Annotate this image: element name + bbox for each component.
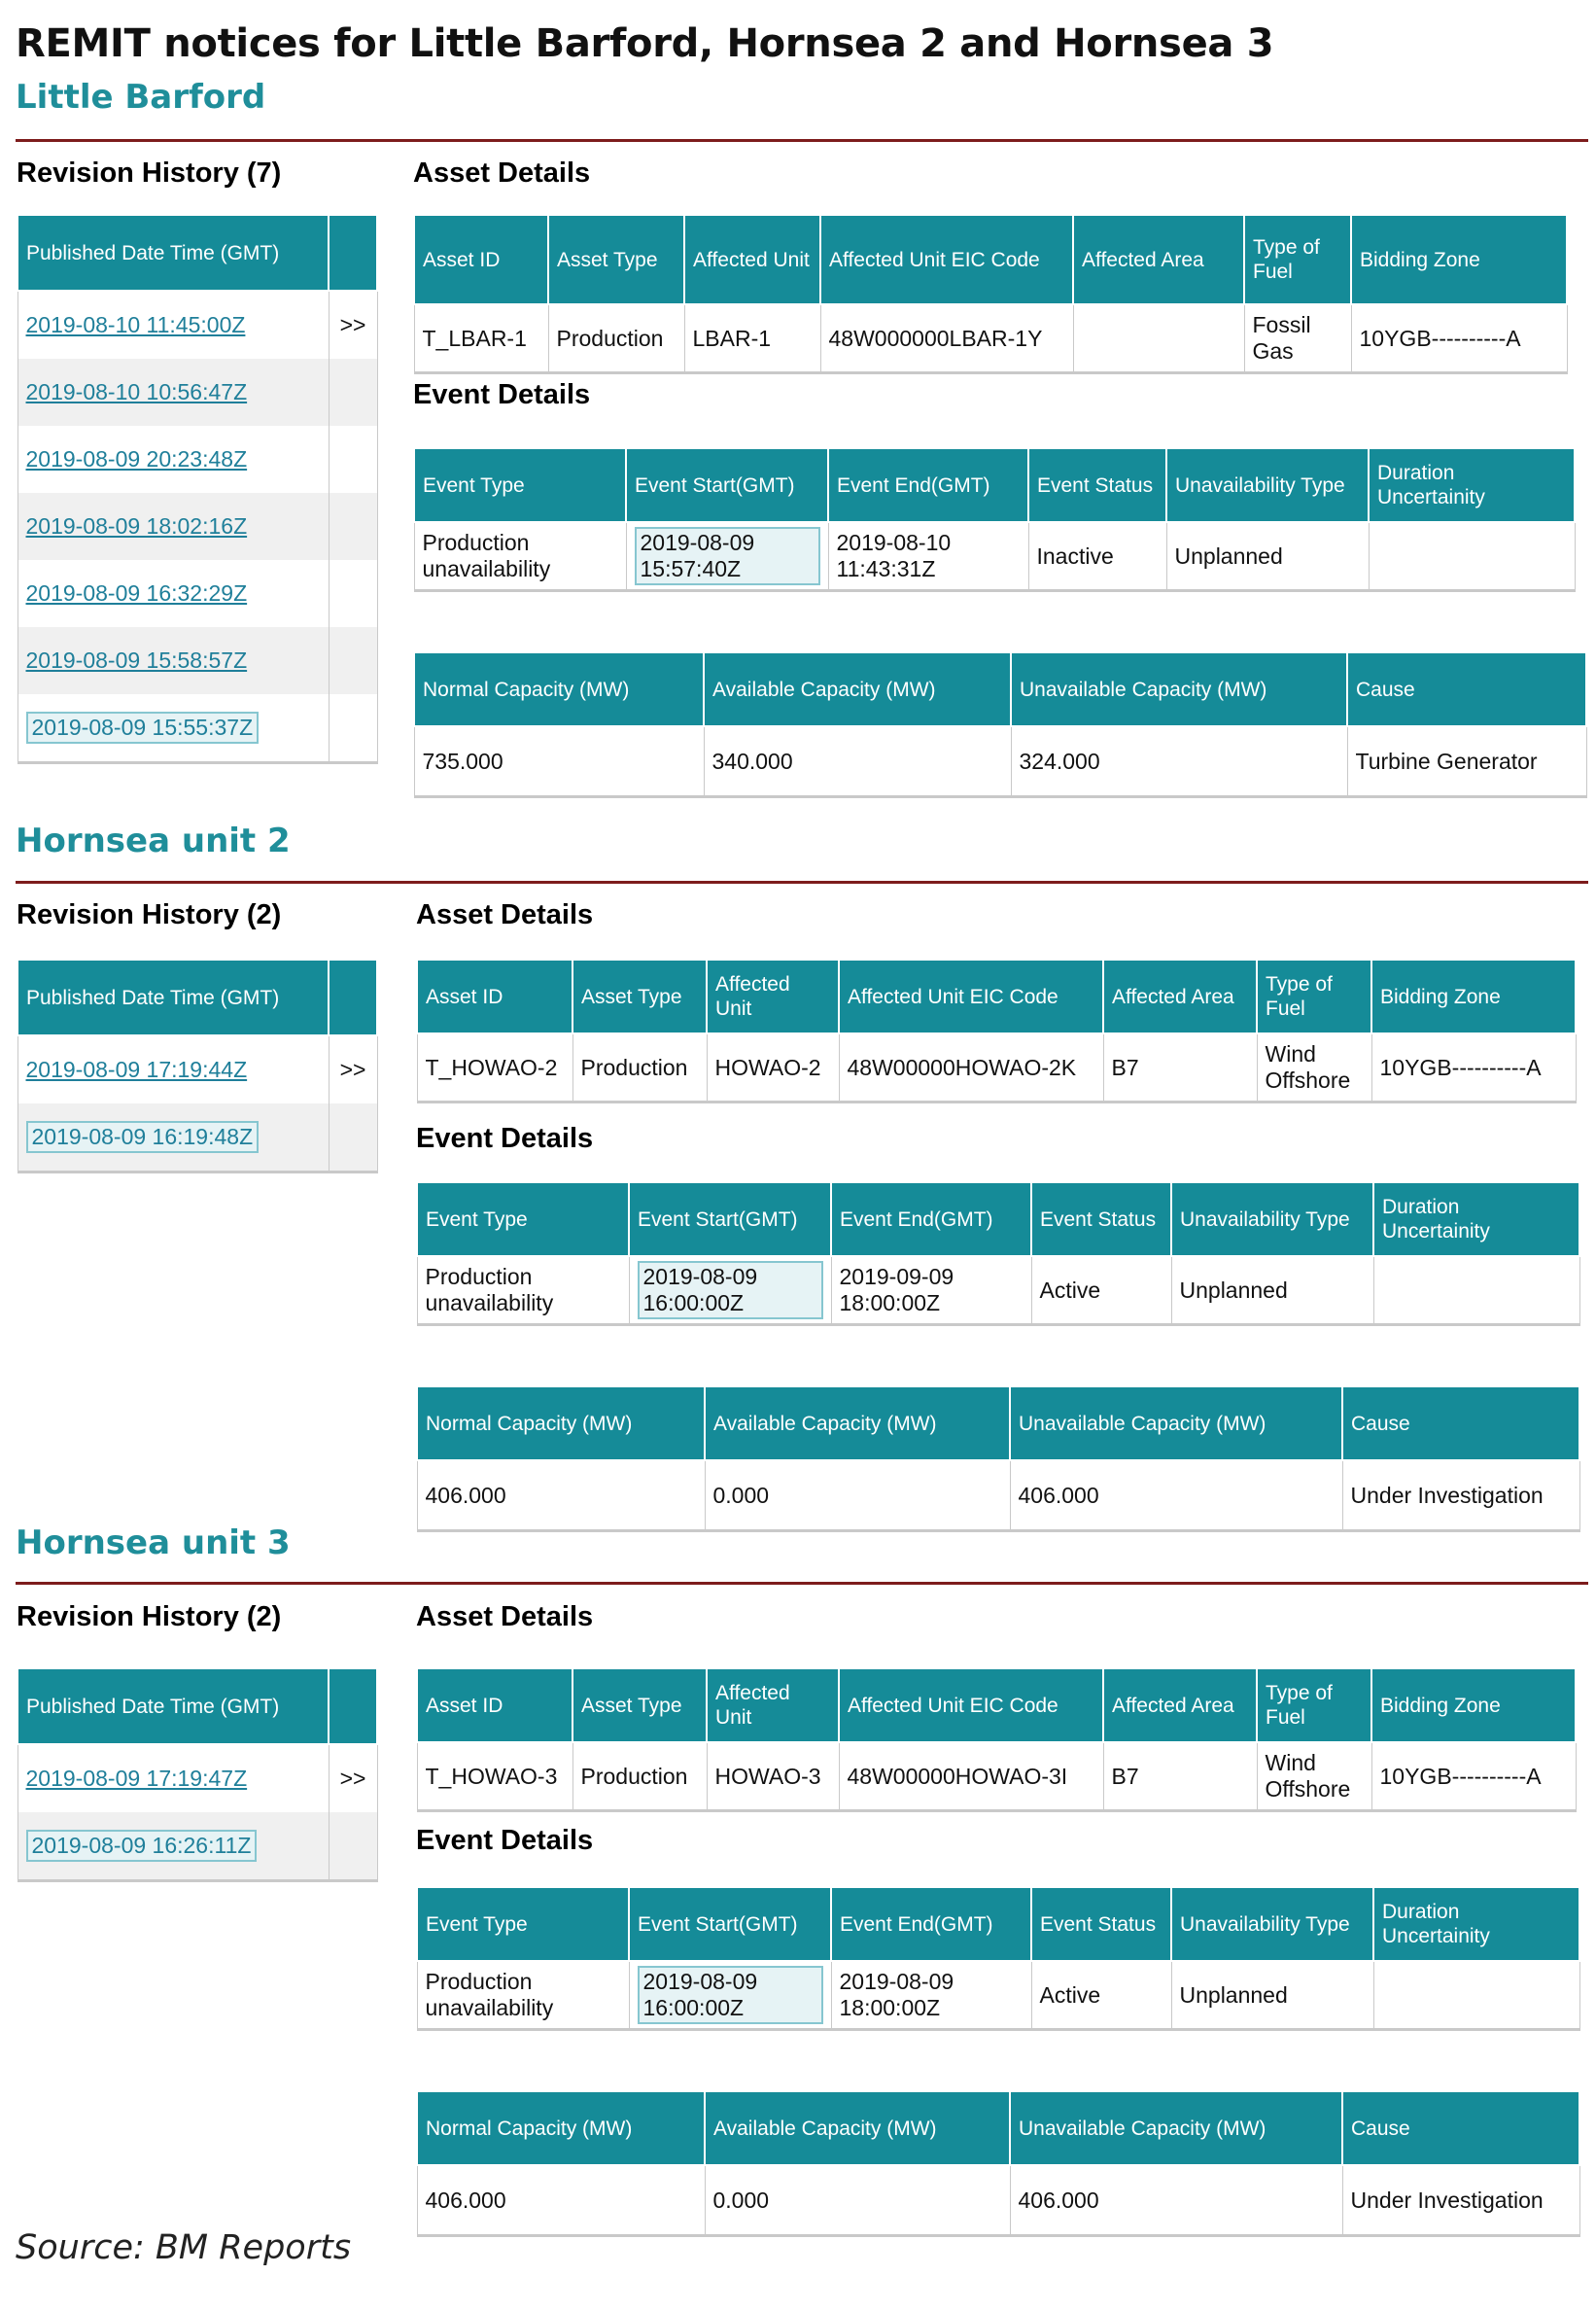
capacity-cell: Turbine Generator — [1347, 726, 1586, 797]
event-cell: 2019-08-10 11:43:31Z — [828, 522, 1028, 591]
selected-revision[interactable]: 2019-08-09 16:19:48Z — [26, 1121, 260, 1153]
event-cell — [1369, 522, 1575, 591]
section-divider — [16, 881, 1588, 884]
event-header: Event Status — [1031, 1182, 1171, 1256]
capacity-header: Cause — [1347, 652, 1586, 726]
event-row — [417, 1256, 1579, 1325]
event-cell: Inactive — [1028, 522, 1166, 591]
event-table — [416, 1181, 1580, 1326]
asset-cell: 10YGB----------A — [1351, 304, 1567, 373]
event-header: Event Type — [417, 1887, 629, 1961]
asset-header: Asset ID — [417, 1668, 572, 1742]
asset-header: Affected Area — [1103, 1668, 1257, 1742]
event-row — [414, 522, 1575, 591]
event-header: Duration Uncertainity — [1373, 1182, 1579, 1256]
asset-header: Affected Unit EIC Code — [839, 1668, 1103, 1742]
published-header: Published Date Time (GMT) — [17, 1668, 329, 1744]
revision-history-title: Revision History (2) — [17, 899, 282, 930]
asset-cell: 48W00000HOWAO-3I — [839, 1742, 1103, 1811]
published-header: Published Date Time (GMT) — [17, 215, 329, 291]
marker-header — [329, 1668, 377, 1744]
revision-link[interactable] — [17, 627, 329, 694]
event-cell: Production unavailability — [417, 1256, 629, 1325]
capacity-row — [414, 726, 1586, 797]
revision-history-title: Revision History (7) — [17, 158, 282, 189]
event-details-title: Event Details — [416, 1825, 594, 1856]
capacity-cell: 0.000 — [705, 1460, 1010, 1531]
event-cell: Unplanned — [1166, 522, 1369, 591]
revision-date[interactable]: 2019-08-10 11:45:00Z — [25, 312, 246, 337]
event-header: Unavailability Type — [1166, 448, 1369, 522]
event-cell: Active — [1031, 1961, 1171, 2030]
event-header: Event End(GMT) — [828, 448, 1028, 522]
asset-details-title: Asset Details — [416, 1601, 594, 1632]
revision-row[interactable] — [17, 493, 377, 560]
event-start-highlight: 2019-08-09 16:00:00Z — [638, 1261, 823, 1319]
asset-cell — [1073, 304, 1244, 373]
asset-cell: Wind Offshore — [1257, 1033, 1371, 1102]
asset-cell: HOWAO-2 — [707, 1033, 839, 1102]
current-marker — [329, 426, 377, 493]
revision-row[interactable] — [17, 1812, 377, 1881]
capacity-cell: Under Investigation — [1342, 2165, 1579, 2236]
capacity-cell: 340.000 — [704, 726, 1011, 797]
published-header: Published Date Time (GMT) — [17, 960, 329, 1035]
source-note: Source: BM Reports — [16, 2228, 352, 2267]
revision-date[interactable]: 2019-08-09 16:32:29Z — [25, 580, 248, 606]
revision-link[interactable] — [17, 694, 329, 763]
asset-header: Asset ID — [417, 960, 572, 1033]
revision-header-row — [17, 1668, 377, 1744]
revision-row[interactable] — [17, 291, 377, 359]
capacity-table — [416, 1385, 1580, 1532]
event-header: Duration Uncertainity — [1373, 1887, 1579, 1961]
selected-revision[interactable]: 2019-08-09 16:26:11Z — [26, 1830, 258, 1862]
current-marker — [329, 694, 377, 763]
marker-header — [329, 215, 377, 291]
asset-header: Affected Unit — [684, 215, 820, 304]
revision-history-title: Revision History (2) — [17, 1601, 282, 1632]
event-header: Event Type — [417, 1182, 629, 1256]
asset-cell: 10YGB----------A — [1371, 1742, 1576, 1811]
revision-row[interactable] — [17, 1035, 377, 1103]
event-cell — [1373, 1961, 1579, 2030]
revision-row[interactable] — [17, 560, 377, 627]
asset-details-title: Asset Details — [413, 158, 591, 189]
asset-header: Affected Unit — [707, 1668, 839, 1742]
asset-table — [416, 959, 1577, 1103]
asset-row — [417, 1742, 1576, 1811]
event-header: Unavailability Type — [1171, 1182, 1373, 1256]
asset-header-row — [417, 1668, 1576, 1742]
capacity-cell: 0.000 — [705, 2165, 1010, 2236]
section-title: Little Barford — [16, 78, 266, 117]
event-start-highlight: 2019-08-09 15:57:40Z — [635, 527, 820, 585]
event-start-highlight: 2019-08-09 16:00:00Z — [638, 1966, 823, 2024]
capacity-header: Available Capacity (MW) — [705, 2091, 1010, 2165]
capacity-table — [413, 651, 1587, 798]
capacity-header-row — [417, 2091, 1579, 2165]
revision-table — [17, 1667, 378, 1882]
event-header: Event End(GMT) — [831, 1887, 1031, 1961]
asset-header: Affected Area — [1103, 960, 1257, 1033]
capacity-table — [416, 2090, 1580, 2237]
revision-header-row — [17, 960, 377, 1035]
event-header: Event Status — [1031, 1887, 1171, 1961]
capacity-cell: 406.000 — [417, 1460, 705, 1531]
event-header: Duration Uncertainity — [1369, 448, 1575, 522]
revision-date[interactable]: 2019-08-09 17:19:47Z — [25, 1766, 248, 1791]
event-header-row — [417, 1182, 1579, 1256]
event-table — [416, 1886, 1580, 2031]
selected-revision[interactable]: 2019-08-09 15:55:37Z — [26, 712, 260, 744]
asset-table — [413, 214, 1568, 374]
revision-link[interactable] — [17, 359, 329, 426]
capacity-header: Unavailable Capacity (MW) — [1010, 2091, 1342, 2165]
event-header-row — [414, 448, 1575, 522]
event-cell — [626, 522, 828, 591]
asset-table — [416, 1667, 1577, 1812]
event-cell: 2019-08-09 18:00:00Z — [831, 1961, 1031, 2030]
asset-header: Asset Type — [572, 960, 707, 1033]
revision-link[interactable] — [17, 291, 329, 359]
asset-header: Asset Type — [572, 1668, 707, 1742]
revision-row[interactable] — [17, 1744, 377, 1812]
capacity-header: Normal Capacity (MW) — [414, 652, 704, 726]
event-cell: Unplanned — [1171, 1961, 1373, 2030]
asset-cell: B7 — [1103, 1033, 1257, 1102]
event-header-row — [417, 1887, 1579, 1961]
capacity-header: Cause — [1342, 1386, 1579, 1460]
event-header: Event Start(GMT) — [629, 1182, 831, 1256]
asset-cell: 48W00000HOWAO-2K — [839, 1033, 1103, 1102]
revision-table — [17, 214, 378, 764]
asset-cell: B7 — [1103, 1742, 1257, 1811]
asset-cell: Production — [572, 1033, 707, 1102]
asset-cell: T_LBAR-1 — [414, 304, 548, 373]
capacity-header: Available Capacity (MW) — [705, 1386, 1010, 1460]
event-cell — [629, 1256, 831, 1325]
asset-cell: LBAR-1 — [684, 304, 820, 373]
capacity-row — [417, 1460, 1579, 1531]
page-title: REMIT notices for Little Barford, Hornsea 2 and Hornsea 3 — [16, 21, 1274, 66]
asset-header-row — [417, 960, 1576, 1033]
event-header: Event Start(GMT) — [629, 1887, 831, 1961]
revision-row[interactable] — [17, 359, 377, 426]
asset-cell: Wind Offshore — [1257, 1742, 1371, 1811]
capacity-header: Unavailable Capacity (MW) — [1010, 1386, 1342, 1460]
revision-date[interactable]: 2019-08-10 10:56:47Z — [25, 379, 248, 404]
revision-table — [17, 959, 378, 1173]
asset-header-row — [414, 215, 1567, 304]
current-marker — [329, 1812, 377, 1881]
asset-cell: 48W000000LBAR-1Y — [820, 304, 1073, 373]
event-cell: Active — [1031, 1256, 1171, 1325]
marker-header — [329, 960, 377, 1035]
asset-header: Type of Fuel — [1244, 215, 1351, 304]
capacity-header: Available Capacity (MW) — [704, 652, 1011, 726]
revision-date[interactable]: 2019-08-09 17:19:44Z — [25, 1057, 248, 1082]
current-marker: >> — [329, 1035, 377, 1103]
event-cell — [1373, 1256, 1579, 1325]
capacity-cell: Under Investigation — [1342, 1460, 1579, 1531]
revision-link[interactable] — [17, 426, 329, 493]
asset-cell: T_HOWAO-2 — [417, 1033, 572, 1102]
revision-link[interactable] — [17, 493, 329, 560]
capacity-header: Unavailable Capacity (MW) — [1011, 652, 1347, 726]
capacity-cell: 735.000 — [414, 726, 704, 797]
event-header: Event Start(GMT) — [626, 448, 828, 522]
revision-row[interactable] — [17, 426, 377, 493]
event-header: Event Type — [414, 448, 626, 522]
event-cell: Production unavailability — [414, 522, 626, 591]
asset-cell: 10YGB----------A — [1371, 1033, 1576, 1102]
event-cell: Unplanned — [1171, 1256, 1373, 1325]
event-header: Unavailability Type — [1171, 1887, 1373, 1961]
asset-header: Affected Unit EIC Code — [839, 960, 1103, 1033]
event-header: Event End(GMT) — [831, 1182, 1031, 1256]
capacity-header: Cause — [1342, 2091, 1579, 2165]
event-cell: 2019-09-09 18:00:00Z — [831, 1256, 1031, 1325]
event-header: Event Status — [1028, 448, 1166, 522]
asset-header: Asset ID — [414, 215, 548, 304]
revision-row[interactable] — [17, 1103, 377, 1172]
asset-header: Type of Fuel — [1257, 960, 1371, 1033]
revision-row[interactable] — [17, 694, 377, 763]
capacity-header: Normal Capacity (MW) — [417, 2091, 705, 2165]
revision-link[interactable] — [17, 1103, 329, 1172]
event-row — [417, 1961, 1579, 2030]
asset-header: Affected Unit — [707, 960, 839, 1033]
asset-cell: HOWAO-3 — [707, 1742, 839, 1811]
capacity-header: Normal Capacity (MW) — [417, 1386, 705, 1460]
asset-cell: T_HOWAO-3 — [417, 1742, 572, 1811]
section-divider — [16, 139, 1588, 142]
asset-header: Bidding Zone — [1371, 1668, 1576, 1742]
event-details-title: Event Details — [416, 1123, 594, 1154]
revision-date[interactable]: 2019-08-09 20:23:48Z — [25, 446, 248, 472]
capacity-cell: 406.000 — [1010, 2165, 1342, 2236]
current-marker — [329, 627, 377, 694]
asset-row — [414, 304, 1567, 373]
current-marker: >> — [329, 1744, 377, 1812]
revision-link[interactable] — [17, 1812, 329, 1881]
asset-details-title: Asset Details — [416, 899, 594, 930]
section-divider — [16, 1582, 1588, 1585]
asset-row — [417, 1033, 1576, 1102]
asset-cell: Production — [572, 1742, 707, 1811]
asset-header: Affected Unit EIC Code — [820, 215, 1073, 304]
capacity-header-row — [417, 1386, 1579, 1460]
asset-header: Bidding Zone — [1351, 215, 1567, 304]
revision-date[interactable]: 2019-08-09 15:58:57Z — [25, 648, 248, 673]
revision-link[interactable] — [17, 560, 329, 627]
asset-cell: Production — [548, 304, 684, 373]
asset-header: Affected Area — [1073, 215, 1244, 304]
section-title: Hornsea unit 2 — [16, 822, 291, 860]
revision-date[interactable]: 2019-08-09 18:02:16Z — [25, 513, 248, 539]
capacity-row — [417, 2165, 1579, 2236]
revision-header-row — [17, 215, 377, 291]
current-marker — [329, 493, 377, 560]
current-marker — [329, 359, 377, 426]
asset-header: Asset Type — [548, 215, 684, 304]
capacity-header-row — [414, 652, 1586, 726]
revision-link[interactable] — [17, 1744, 329, 1812]
asset-header: Bidding Zone — [1371, 960, 1576, 1033]
asset-header: Type of Fuel — [1257, 1668, 1371, 1742]
event-table — [413, 447, 1576, 592]
capacity-cell: 324.000 — [1011, 726, 1347, 797]
capacity-cell: 406.000 — [417, 2165, 705, 2236]
current-marker — [329, 1103, 377, 1172]
event-cell: Production unavailability — [417, 1961, 629, 2030]
section-title: Hornsea unit 3 — [16, 1523, 291, 1562]
event-cell — [629, 1961, 831, 2030]
revision-link[interactable] — [17, 1035, 329, 1103]
asset-cell: Fossil Gas — [1244, 304, 1351, 373]
current-marker — [329, 560, 377, 627]
capacity-cell: 406.000 — [1010, 1460, 1342, 1531]
current-marker: >> — [329, 291, 377, 359]
event-details-title: Event Details — [413, 379, 591, 410]
revision-row[interactable] — [17, 627, 377, 694]
